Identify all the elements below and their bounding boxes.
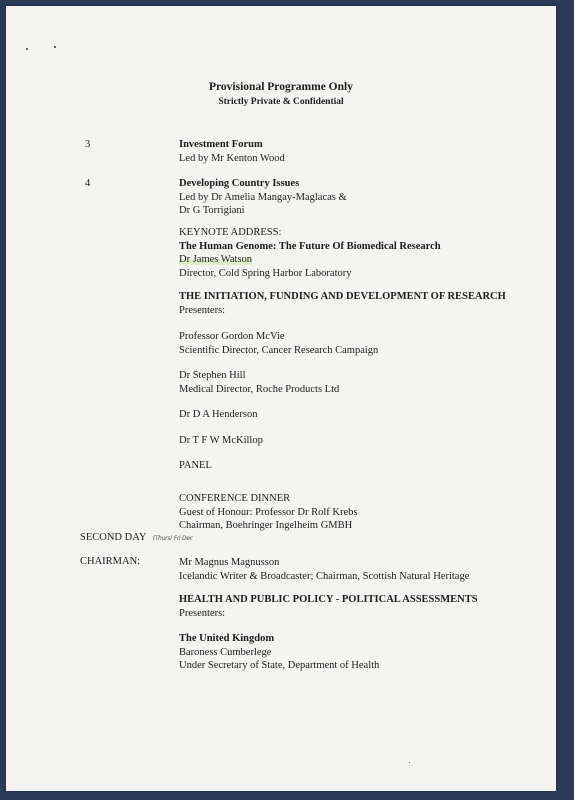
dinner-guest: Guest of Honour: Professor Dr Rolf Krebs	[179, 506, 358, 518]
presenter-role: Under Secretary of State, Department of Health	[179, 660, 380, 671]
item-leader: Led by Mr Kenton Wood	[179, 152, 285, 164]
speck	[26, 48, 28, 50]
item-developing-country	[179, 177, 509, 218]
keynote-label: KEYNOTE ADDRESS:	[179, 227, 282, 238]
second-day-label: SECOND DAY	[80, 532, 147, 543]
initiation-block	[179, 290, 509, 473]
dinner-block	[179, 492, 509, 533]
item-leader: Led by Dr Amelia Mangay-Maglacas &	[179, 191, 347, 203]
dinner-role: Chairman, Boehringer Ingelheim GMBH	[179, 520, 353, 531]
item-number: 3	[85, 139, 91, 150]
handwritten-note: (Thurs) Fri Dec	[152, 535, 193, 542]
presenter-name: Professor Gordon McVie	[179, 331, 285, 342]
keynote-role: Director, Cold Spring Harbor Laboratory	[179, 267, 352, 279]
dinner-title: CONFERENCE DINNER	[179, 493, 291, 504]
health-block	[179, 593, 539, 673]
item-number: 4	[85, 178, 91, 189]
chairman-name: Mr Magnus Magnusson	[179, 557, 280, 568]
chairman-role: Icelandic Writer & Broadcaster; Chairman, Scottish Natural Heritage	[179, 570, 470, 582]
section-title: THE INITIATION, FUNDING AND DEVELOPMENT OF RESEARCH	[179, 291, 506, 302]
chairman-label: CHAIRMAN:	[80, 556, 141, 567]
presenter-name: Baroness Cumberlege	[179, 646, 272, 658]
item-title: Developing Country Issues	[179, 178, 300, 189]
speck	[409, 762, 410, 763]
item-title: Investment Forum	[179, 139, 263, 150]
presenter-name: Dr Stephen Hill	[179, 370, 246, 381]
second-day-row	[80, 532, 193, 543]
presenters-label: Presenters:	[179, 607, 226, 619]
keynote-speaker: Dr James Watson	[179, 254, 253, 265]
keynote-title: The Human Genome: The Future Of Biomedical Research	[179, 240, 441, 252]
section-title: HEALTH AND PUBLIC POLICY - POLITICAL ASSESSMENTS	[179, 594, 478, 605]
document-page	[6, 6, 556, 791]
item-investment-forum	[179, 138, 509, 165]
country-title: The United Kingdom	[179, 633, 275, 644]
presenters-label: Presenters:	[179, 304, 226, 316]
presenter-role: Scientific Director, Cancer Research Campaign	[179, 344, 379, 356]
presenter-role: Medical Director, Roche Products Ltd	[179, 383, 340, 395]
presenter-name: Dr D A Henderson	[179, 409, 258, 420]
chairman-block	[179, 556, 539, 583]
keynote-block	[179, 226, 509, 280]
item-leader: Dr G Torrigiani	[179, 205, 245, 216]
page-subtitle: Strictly Private & Confidential	[218, 97, 344, 107]
speck	[54, 46, 56, 48]
page-title: Provisional Programme Only	[209, 81, 353, 93]
presenter-name: Dr T F W McKillop	[179, 434, 263, 446]
panel-label: PANEL	[179, 460, 212, 471]
